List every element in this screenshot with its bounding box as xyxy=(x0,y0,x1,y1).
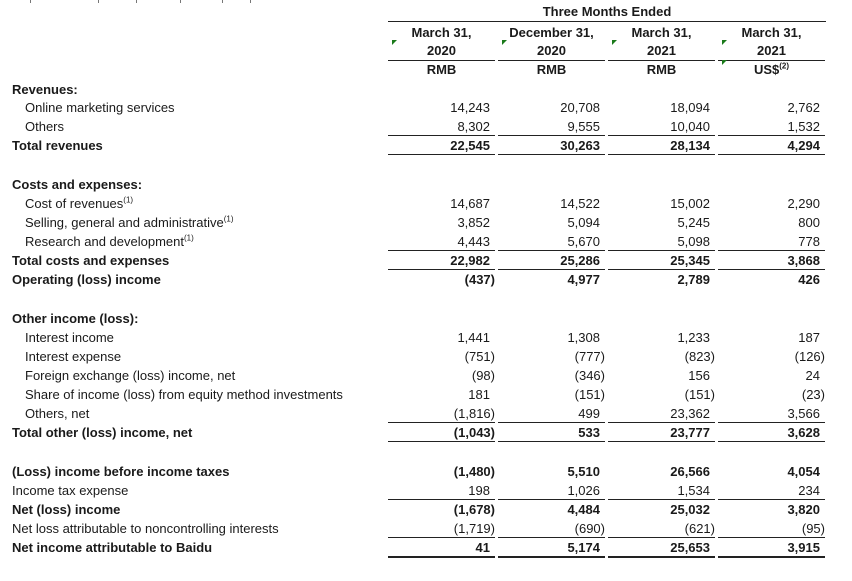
value-cell xyxy=(608,251,715,270)
value-text: 3,628 xyxy=(787,425,820,440)
currency-label: US$ xyxy=(753,62,780,77)
value-text: (1,678) xyxy=(453,502,495,517)
value-cell xyxy=(608,136,715,155)
value-text: 156 xyxy=(688,368,710,383)
value-cell xyxy=(498,519,605,538)
value-text: 234 xyxy=(798,483,820,498)
subtotal-rule xyxy=(608,441,715,442)
value-text: (823) xyxy=(684,349,715,364)
column-date: March 31, xyxy=(411,25,472,40)
value-text: (1,719) xyxy=(453,521,495,536)
value-cell xyxy=(388,270,495,289)
subtotal-rule xyxy=(498,154,605,155)
table-row xyxy=(0,270,852,289)
value-text: (1,480) xyxy=(453,464,495,479)
column-year: 2020 xyxy=(537,43,566,58)
value-cell xyxy=(718,366,825,385)
value-cell xyxy=(388,347,495,366)
value-text: 9,555 xyxy=(567,119,600,134)
table-row xyxy=(0,500,852,519)
section-heading-row xyxy=(0,309,852,328)
value-text: 533 xyxy=(578,425,600,440)
value-cell xyxy=(608,462,715,481)
value-text: 26,566 xyxy=(670,464,710,479)
row-label xyxy=(25,328,114,347)
value-text: 8,302 xyxy=(457,119,490,134)
row-label-text: Net loss attributable to noncontrolling interests xyxy=(12,521,279,536)
value-cell xyxy=(498,500,605,519)
row-label-text: Costs and expenses: xyxy=(12,177,143,192)
value-text: (98) xyxy=(471,368,495,383)
table-row xyxy=(0,481,852,500)
row-label xyxy=(25,366,235,385)
value-text: (23) xyxy=(801,387,825,402)
value-text: 2,789 xyxy=(677,272,710,287)
value-cell xyxy=(388,232,495,251)
value-text: 3,915 xyxy=(787,540,820,555)
row-label-text: Cost of revenues xyxy=(25,196,124,211)
row-label-text: Others, net xyxy=(25,406,90,421)
value-text: 23,777 xyxy=(670,425,710,440)
value-text: 1,233 xyxy=(677,330,710,345)
value-text: 5,245 xyxy=(677,215,710,230)
value-text: 4,977 xyxy=(567,272,600,287)
value-text: 1,026 xyxy=(567,483,600,498)
value-cell xyxy=(718,136,825,155)
value-cell xyxy=(718,500,825,519)
column-header xyxy=(388,24,495,60)
row-label xyxy=(12,423,192,442)
section-heading-row xyxy=(0,175,852,194)
value-text: (437) xyxy=(464,272,495,287)
value-cell xyxy=(498,136,605,155)
table-row xyxy=(0,136,852,155)
value-text: 22,982 xyxy=(450,253,490,268)
table-row xyxy=(0,328,852,347)
table-row xyxy=(0,98,852,117)
value-text: 3,868 xyxy=(787,253,820,268)
value-text: 198 xyxy=(468,483,490,498)
total-double-rule xyxy=(388,556,495,558)
value-text: 3,566 xyxy=(787,406,820,421)
column-year: 2020 xyxy=(427,43,456,58)
footnote-ref: (1) xyxy=(223,214,234,224)
value-cell xyxy=(718,423,825,442)
value-text: 23,362 xyxy=(670,406,710,421)
value-text: 5,670 xyxy=(567,234,600,249)
value-text: 22,545 xyxy=(450,138,490,153)
value-text: (621) xyxy=(684,521,715,536)
value-cell xyxy=(498,347,605,366)
row-label xyxy=(12,270,161,289)
value-text: 24 xyxy=(805,368,820,383)
table-row xyxy=(0,117,852,136)
value-text: 1,534 xyxy=(677,483,710,498)
value-text: 14,243 xyxy=(450,100,490,115)
value-text: 15,002 xyxy=(670,196,710,211)
value-cell xyxy=(388,213,495,232)
column-header xyxy=(608,24,715,60)
row-label xyxy=(12,136,103,155)
value-text: 3,820 xyxy=(787,502,820,517)
row-label xyxy=(25,347,121,366)
value-text: 1,441 xyxy=(457,330,490,345)
value-text: (751) xyxy=(464,349,495,364)
value-cell xyxy=(498,270,605,289)
value-cell xyxy=(608,328,715,347)
value-text: 14,522 xyxy=(560,196,600,211)
row-label-text: Other income (loss): xyxy=(12,311,139,326)
value-text: 5,098 xyxy=(677,234,710,249)
value-cell xyxy=(498,481,605,500)
value-cell xyxy=(498,366,605,385)
value-cell xyxy=(718,232,825,251)
table-row xyxy=(0,347,852,366)
row-label xyxy=(25,117,64,136)
row-label-text: Others xyxy=(25,119,65,134)
currency-label: RMB xyxy=(536,62,567,77)
value-text: 5,510 xyxy=(567,464,600,479)
value-text: (151) xyxy=(574,387,605,402)
column-header xyxy=(718,24,825,60)
row-label-text: (Loss) income before income taxes xyxy=(12,464,230,479)
value-text: 4,443 xyxy=(457,234,490,249)
value-cell xyxy=(608,500,715,519)
value-text: 30,263 xyxy=(560,138,600,153)
value-text: 5,094 xyxy=(567,215,600,230)
total-double-rule xyxy=(498,556,605,558)
row-label-text: Online marketing services xyxy=(25,100,175,115)
value-cell xyxy=(498,423,605,442)
column-currency xyxy=(388,61,495,79)
value-cell xyxy=(498,385,605,404)
column-currency xyxy=(608,61,715,79)
value-text: 778 xyxy=(798,234,820,249)
value-cell xyxy=(718,117,825,136)
value-text: 1,532 xyxy=(787,119,820,134)
value-text: 2,290 xyxy=(787,196,820,211)
value-text: (95) xyxy=(801,521,825,536)
column-year: 2021 xyxy=(647,43,676,58)
row-label-text: Research and development xyxy=(25,234,184,249)
row-label-text: Net (loss) income xyxy=(12,502,121,517)
value-cell xyxy=(388,462,495,481)
value-cell xyxy=(388,136,495,155)
value-cell xyxy=(498,462,605,481)
value-text: 25,032 xyxy=(670,502,710,517)
value-cell xyxy=(388,328,495,347)
footnote-ref: (2) xyxy=(779,61,790,71)
subtotal-rule xyxy=(388,441,495,442)
value-cell xyxy=(498,328,605,347)
value-text: 426 xyxy=(798,272,820,287)
row-label-text: Interest income xyxy=(25,330,114,345)
value-cell xyxy=(718,538,825,557)
value-cell xyxy=(388,385,495,404)
subtotal-rule xyxy=(718,441,825,442)
row-label xyxy=(12,175,142,194)
subtotal-rule xyxy=(498,441,605,442)
value-cell xyxy=(388,98,495,117)
value-cell xyxy=(608,98,715,117)
column-currency xyxy=(498,61,605,79)
value-text: 28,134 xyxy=(670,138,710,153)
value-cell xyxy=(388,117,495,136)
value-cell xyxy=(608,519,715,538)
value-text: 5,174 xyxy=(567,540,600,555)
row-label xyxy=(25,385,343,404)
row-label-text: Total revenues xyxy=(12,138,103,153)
comment-marker-icon xyxy=(722,60,727,65)
value-text: 187 xyxy=(798,330,820,345)
row-label-text: Selling, general and administrative xyxy=(25,215,224,230)
value-cell xyxy=(388,519,495,538)
value-cell xyxy=(608,117,715,136)
section-heading-row xyxy=(0,80,852,99)
header-rule xyxy=(388,21,826,22)
table-row xyxy=(0,385,852,404)
value-text: 800 xyxy=(798,215,820,230)
subtotal-rule xyxy=(388,154,495,155)
value-text: (151) xyxy=(684,387,715,402)
table-row xyxy=(0,232,852,251)
row-label xyxy=(12,462,229,481)
value-cell xyxy=(718,328,825,347)
value-text: 2,762 xyxy=(787,100,820,115)
footnote-ref: (1) xyxy=(123,195,134,205)
row-label xyxy=(12,519,279,538)
value-cell xyxy=(388,366,495,385)
value-cell xyxy=(498,213,605,232)
row-label-text: Revenues: xyxy=(12,82,78,97)
value-cell xyxy=(718,481,825,500)
column-date: December 31, xyxy=(509,25,594,40)
value-cell xyxy=(718,404,825,423)
value-cell xyxy=(388,194,495,213)
total-double-rule xyxy=(608,556,715,558)
value-cell xyxy=(498,232,605,251)
total-double-rule xyxy=(718,556,825,558)
value-cell xyxy=(718,385,825,404)
value-text: (1,816) xyxy=(453,406,495,421)
row-label-text: Income tax expense xyxy=(12,483,129,498)
column-date: March 31, xyxy=(631,25,692,40)
row-label xyxy=(12,538,212,557)
value-cell xyxy=(388,423,495,442)
value-cell xyxy=(608,347,715,366)
subtotal-rule xyxy=(718,154,825,155)
value-cell xyxy=(608,423,715,442)
table-row xyxy=(0,404,852,423)
currency-label: RMB xyxy=(646,62,677,77)
value-cell xyxy=(388,481,495,500)
value-cell xyxy=(388,500,495,519)
column-year: 2021 xyxy=(757,43,786,58)
value-text: (1,043) xyxy=(453,425,495,440)
value-cell xyxy=(608,270,715,289)
value-cell xyxy=(498,194,605,213)
period-header: Three Months Ended xyxy=(542,4,672,19)
value-cell xyxy=(388,404,495,423)
value-text: 499 xyxy=(578,406,600,421)
value-text: 25,653 xyxy=(670,540,710,555)
value-cell xyxy=(498,404,605,423)
value-text: 18,094 xyxy=(670,100,710,115)
row-label xyxy=(12,251,169,270)
value-cell xyxy=(718,519,825,538)
row-label-text: Total other (loss) income, net xyxy=(12,425,193,440)
row-label xyxy=(12,80,78,99)
value-cell xyxy=(388,538,495,557)
row-label-text: Interest expense xyxy=(25,349,122,364)
value-text: 3,852 xyxy=(457,215,490,230)
value-text: 25,345 xyxy=(670,253,710,268)
value-cell xyxy=(608,194,715,213)
table-row xyxy=(0,366,852,385)
row-label xyxy=(25,404,89,423)
value-cell xyxy=(718,270,825,289)
value-text: 4,294 xyxy=(787,138,820,153)
row-label xyxy=(25,98,175,117)
row-label-text: Foreign exchange (loss) income, net xyxy=(25,368,236,383)
row-label xyxy=(12,309,138,328)
value-text: 1,308 xyxy=(567,330,600,345)
value-cell xyxy=(388,251,495,270)
value-text: (777) xyxy=(574,349,605,364)
value-cell xyxy=(718,462,825,481)
value-cell xyxy=(498,98,605,117)
value-text: 4,484 xyxy=(567,502,600,517)
value-cell xyxy=(608,213,715,232)
table-row xyxy=(0,213,852,232)
value-cell xyxy=(498,117,605,136)
subtotal-rule xyxy=(608,154,715,155)
value-cell xyxy=(608,481,715,500)
row-label-text: Total costs and expenses xyxy=(12,253,170,268)
value-cell xyxy=(498,538,605,557)
value-cell xyxy=(608,366,715,385)
value-cell xyxy=(608,404,715,423)
column-date: March 31, xyxy=(741,25,802,40)
value-cell xyxy=(498,251,605,270)
table-row xyxy=(0,538,852,557)
row-label xyxy=(25,232,194,251)
value-cell xyxy=(718,194,825,213)
row-label-text: Net income attributable to Baidu xyxy=(12,540,213,555)
value-text: 14,687 xyxy=(450,196,490,211)
row-label xyxy=(12,500,120,519)
column-header xyxy=(498,24,605,60)
value-cell xyxy=(608,385,715,404)
value-text: 181 xyxy=(468,387,490,402)
row-label xyxy=(12,481,128,500)
table-row xyxy=(0,423,852,442)
value-text: (690) xyxy=(574,521,605,536)
value-cell xyxy=(718,251,825,270)
value-text: 41 xyxy=(475,540,490,555)
table-row xyxy=(0,519,852,538)
footnote-ref: (1) xyxy=(184,233,194,243)
column-currency xyxy=(718,61,825,79)
value-cell xyxy=(608,232,715,251)
cropped-top-edge xyxy=(0,0,260,4)
value-text: (346) xyxy=(574,368,605,383)
table-row xyxy=(0,194,852,213)
row-label xyxy=(25,213,234,232)
value-cell xyxy=(608,538,715,557)
table-row xyxy=(0,251,852,270)
currency-label: RMB xyxy=(426,62,457,77)
value-cell xyxy=(718,347,825,366)
value-cell xyxy=(718,98,825,117)
value-text: 20,708 xyxy=(560,100,600,115)
row-label-text: Share of income (loss) from equity method investments xyxy=(25,387,343,402)
row-label xyxy=(25,194,133,213)
value-text: 4,054 xyxy=(787,464,820,479)
value-text: 25,286 xyxy=(560,253,600,268)
row-label-text: Operating (loss) income xyxy=(12,272,161,287)
value-text: (126) xyxy=(794,349,825,364)
value-cell xyxy=(718,213,825,232)
table-row xyxy=(0,462,852,481)
value-text: 10,040 xyxy=(670,119,710,134)
